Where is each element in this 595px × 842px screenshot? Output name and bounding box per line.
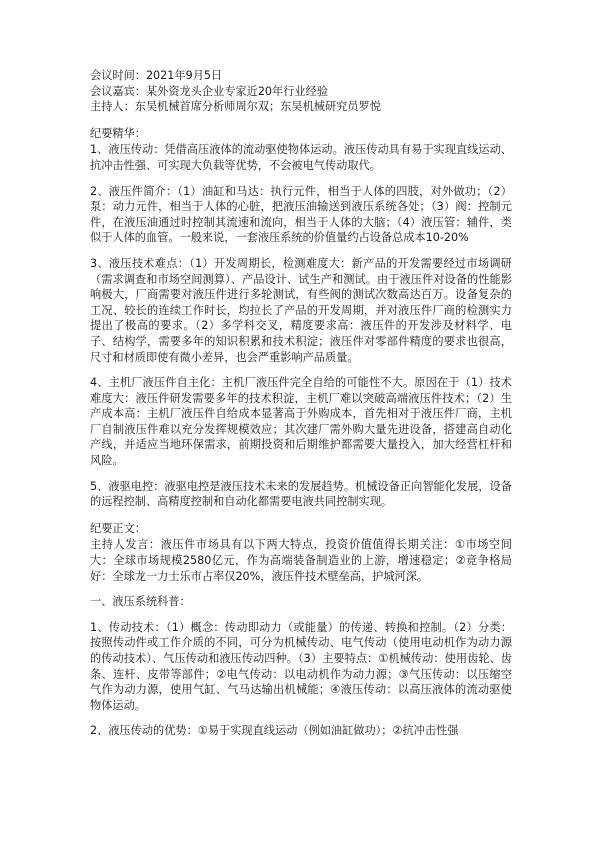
body-item-1: 1、传动技术：（1）概念：传动即动力（或能量）的传递、转换和控制。（2）分类：按照传动件或工作介质的不同，可分为机械传动、电气传动（使用电动机作为动力源的传动技术）、气压传动和液压传动四种。（3）主要特点：①机械传动：使用齿轮、齿条、连杆、皮带等部件；②电气传动：以电动机作为动力源；③气压传动：以压缩空气作为动力源，使用气缸、气马达输出机械能；④液压传动：以高压液体的流动驱使物体运动。 [90,620,512,712]
meeting-host: 主持人：东吴机械首席分析师周尔双；东吴机械研究员罗悦 [90,100,381,114]
body-title: 纪要正文： [90,521,146,535]
body-item-2: 2、液压传动的优势：①易于实现直线运动（例如油缸做功）；②抗冲击性强 [90,724,459,738]
meeting-guests: 会议嘉宾：某外资龙头企业专家近20年行业经验 [90,84,328,98]
summary-item-3: 3、液压技术难点：（1）开发周期长，检测难度大：新产品的开发需要经过市场调研（需求调查和市场空间测算）、产品设计、试生产和测试。由于液压件对设备的性能影响极大，厂商需要对液压件进行多轮测试，有些阀的测试次数高达百万。设备复杂的工况、较长的连续工作时长，均拉长了产品的开发周期，并对液压件厂商的检测实力提出了极高的要求。（2）多学科交叉，精度要求高：液压件的开发涉及材料学、电子、结构学，需要多年的知识积累和技术积淀；液压件对零部件精度的要求也很高，尺寸和材质即使有微小差异，也会严重影响产品质量。 [90,256,512,364]
body-section [90,521,512,739]
section1-title: 一、液压系统科普： [90,595,191,609]
summary-item-1: 1、液压传动：凭借高压液体的流动驱使物体运动。液压传动具有易于实现直线运动、抗冲击性强、可实现大负载等优势，不会被电气传动取代。 [90,143,512,172]
summary-title: 纪要精华： [90,126,146,140]
summary-item-4: 4、主机厂液压件自主化：主机厂液压件完全自给的可能性不大。原因在于（1）技术难度大：液压件研发需要多年的技术积淀，主机厂难以突破高端液压件技术；（2）生产成本高：主机厂液压件自给成本显著高于外购成本，首先相对于液压件厂商，主机厂自制液压件难以充分发挥规模效应；其次建厂需外购大量先进设备，搭建高自动化产线，并适应当地环保需求，前期投资和后期维护都需要大量投入，加大经营杠杆和风险。 [90,376,512,468]
summary-item-2: 2、液压件简介：（1）油缸和马达：执行元件，相当于人体的四肢，对外做功；（2）泵：动力元件，相当于人体的心脏，把液压油输送到液压系统各处；（3）阀：控制元件，在液压油通过时控制其流速和流向，相当于人体的大脑；（4）液压管：辅件，类似于人体的血管。一般来说，一套液压系统的价值量约占设备总成本10-20% [90,184,512,245]
summary-section [90,126,512,510]
meeting-meta [90,68,512,115]
meeting-time: 会议时间：2021年9月5日 [90,69,223,82]
document-page [90,68,512,749]
summary-item-5: 5、液驱电控：液驱电控是液压技术未来的发展趋势。机械设备正向智能化发展，设备的远程控制、高精度控制和自动化都需要电液共同控制实现。 [90,479,512,509]
host-speech: 主持人发言：液压件市场具有以下两大特点，投资价值值得长期关注：①市场空间大：全球市场规模2580亿元，作为高端装备制造业的上游，增速稳定；②竞争格局好：全球龙一力士乐市占率仅20%，液压件技术壁垒高，护城河深。 [90,538,512,583]
